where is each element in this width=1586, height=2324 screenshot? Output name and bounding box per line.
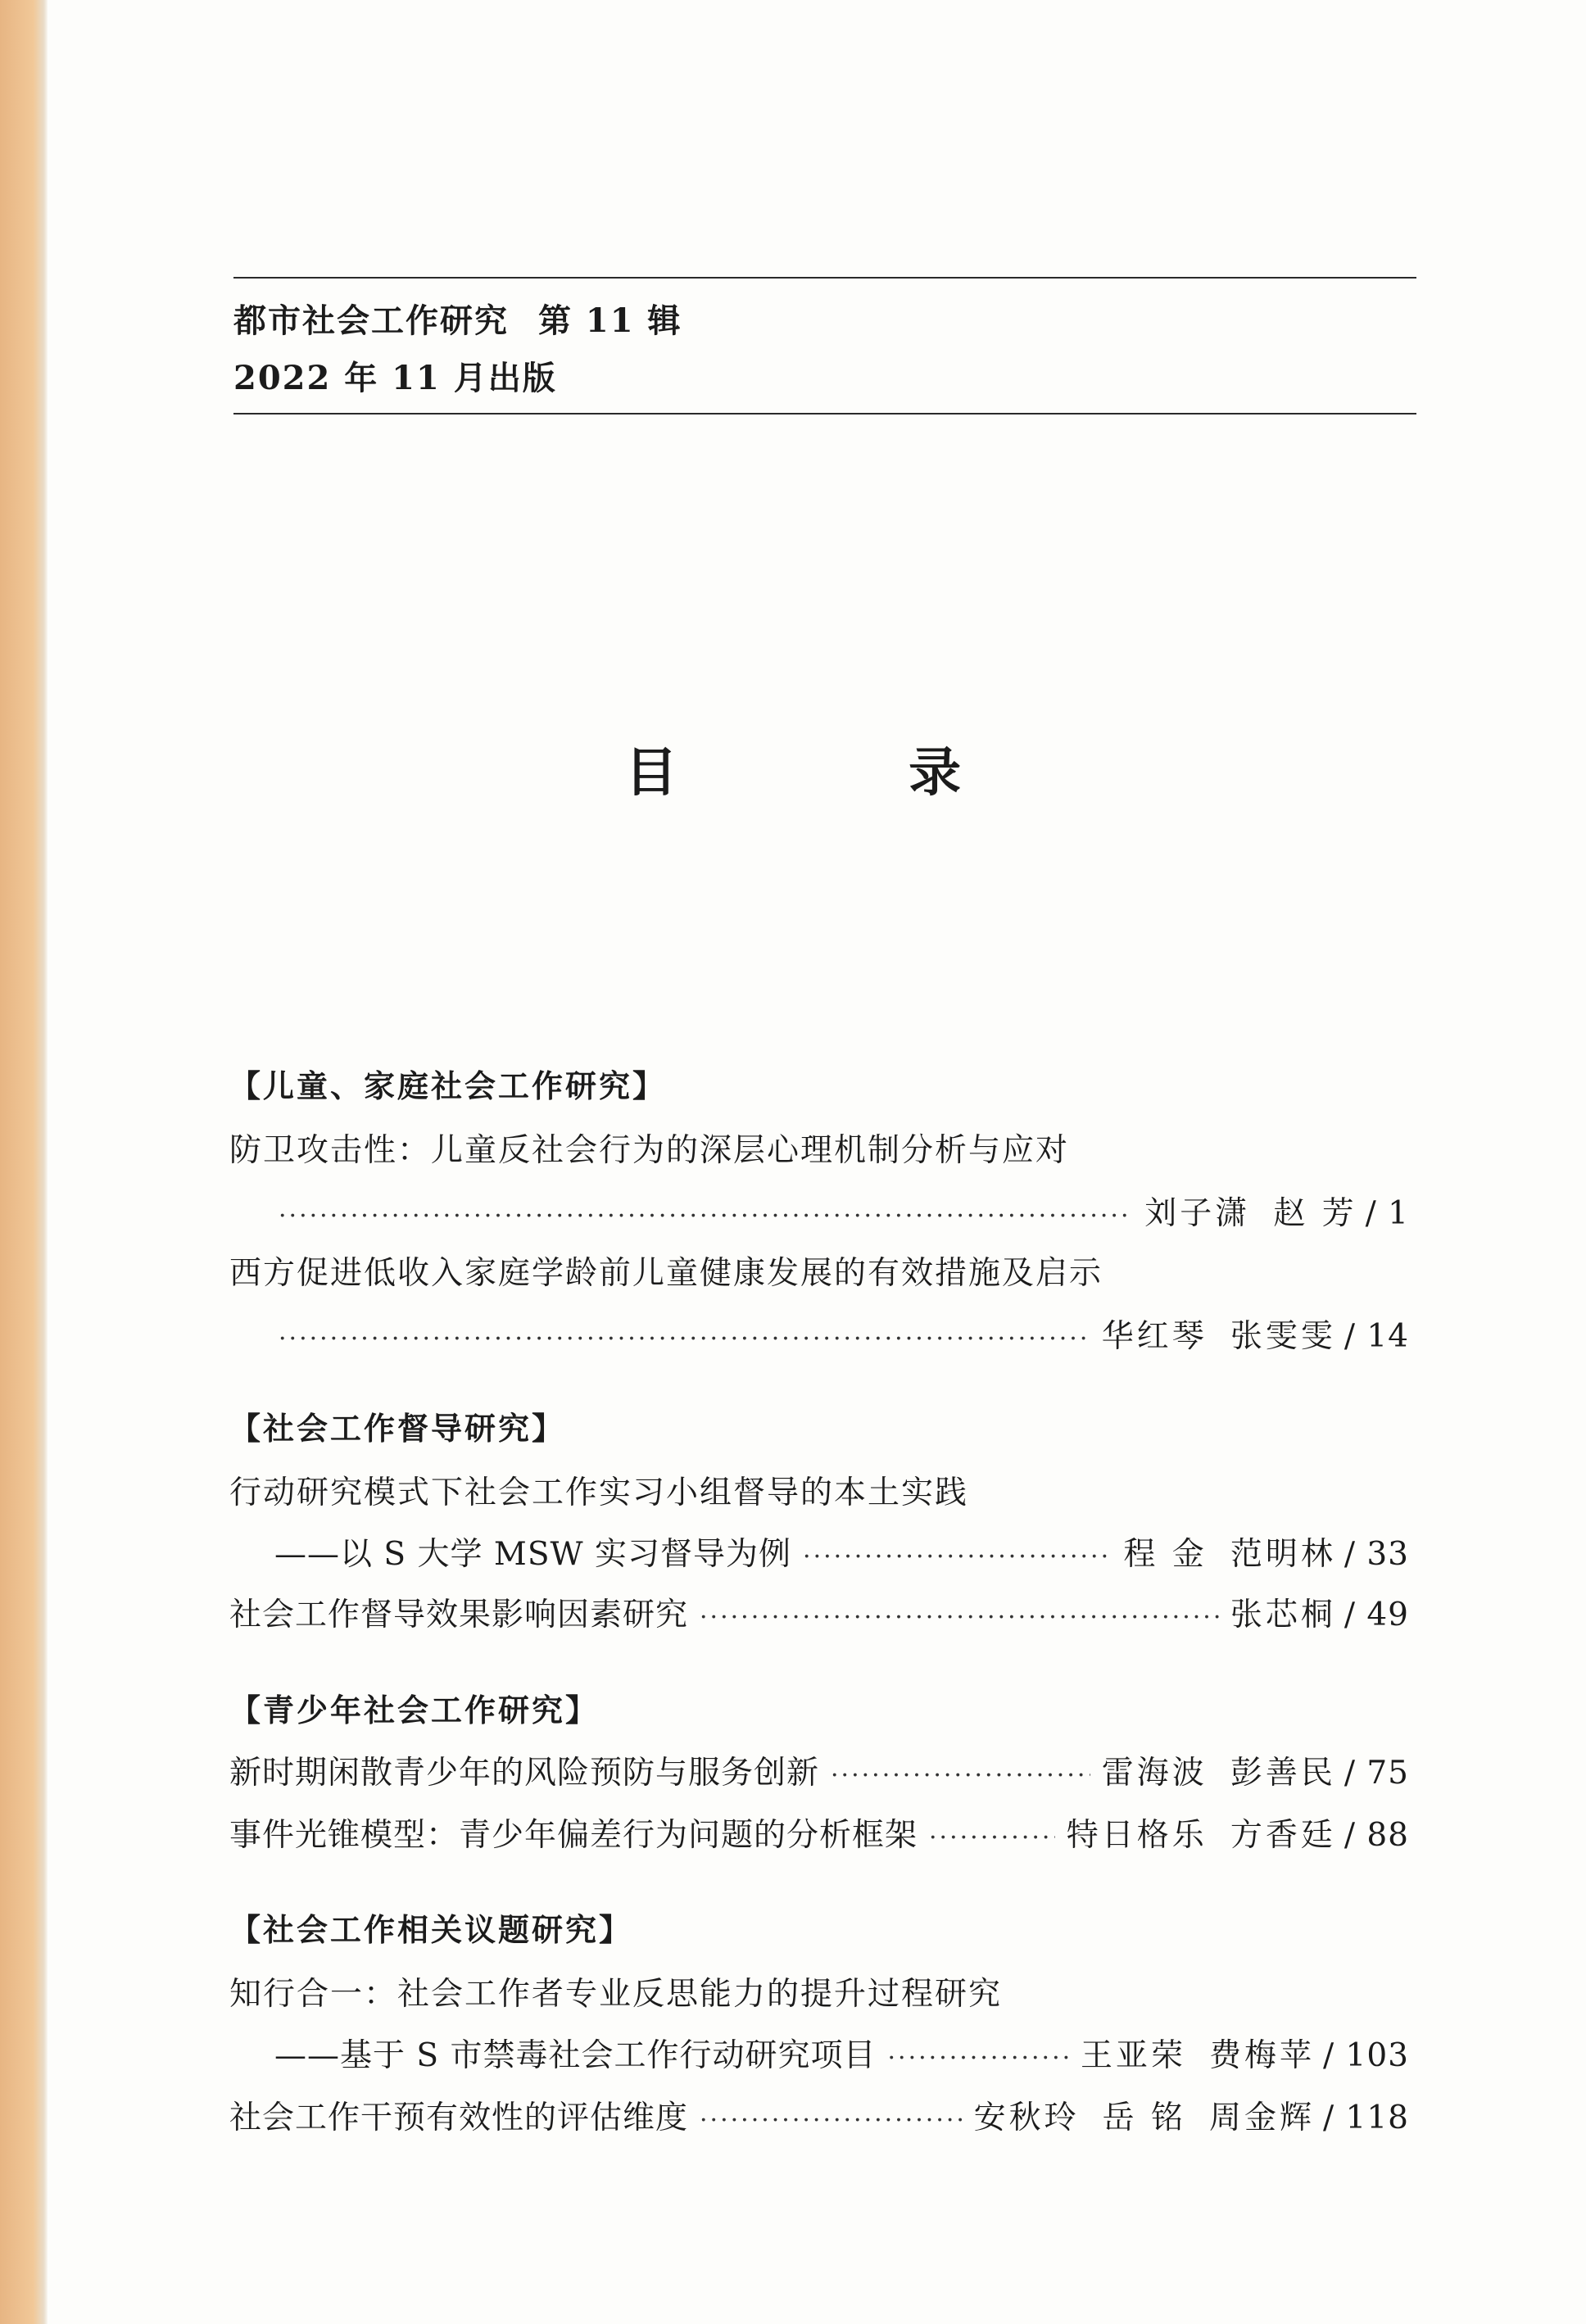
toc-entry-line[interactable] [229, 2092, 1409, 2138]
entry-authors [1102, 1747, 1336, 1793]
entry-authors [1230, 1589, 1336, 1635]
entry-page: / 103 [1323, 2037, 1409, 2074]
journal-name: 都市社会工作研究 [233, 301, 509, 340]
entry-title[interactable]: 知行合一：社会工作者专业反思能力的提升过程研究 [229, 1976, 1003, 2013]
entry-page: / 1 [1365, 1195, 1409, 1232]
section-heading: 【社会工作相关议题研究】 [229, 1912, 633, 1948]
entry-title[interactable]: 行动研究模式下社会工作实习小组督导的本土实践 [229, 1475, 969, 1511]
journal-header [233, 295, 682, 342]
author: 程 金 [1123, 1536, 1208, 1573]
entry-title: 社会工作督导效果影响因素研究 [229, 1597, 689, 1633]
author: 特日格乐 [1066, 1817, 1208, 1854]
dot-leader [279, 1202, 1133, 1230]
entry-authors [1067, 1810, 1336, 1855]
entry-authors [1081, 2030, 1315, 2076]
author: 华红琴 [1101, 1318, 1208, 1355]
author: 方香廷 [1230, 1817, 1336, 1854]
entry-page: / 88 [1344, 1817, 1409, 1854]
author: 雷海波 [1101, 1755, 1208, 1792]
entry-authors [1144, 1188, 1357, 1234]
author: 王亚荣 [1080, 2037, 1186, 2074]
issue-number: 第 11 辑 [538, 301, 682, 340]
entry-page: / 118 [1323, 2100, 1409, 2136]
entry-title: 新时期闲散青少年的风险预防与服务创新 [229, 1755, 820, 1792]
author: 彭善民 [1230, 1755, 1336, 1792]
entry-page: / 49 [1344, 1597, 1409, 1633]
entry-authors [1102, 1311, 1336, 1357]
dot-leader [803, 1543, 1112, 1571]
entry-page: / 75 [1344, 1755, 1409, 1792]
dot-leader [888, 2044, 1069, 2073]
toc-title: 目 录 [624, 742, 1068, 804]
section-heading: 【儿童、家庭社会工作研究】 [229, 1068, 667, 1104]
publication-date: 2022 年 11 月出版 [233, 359, 557, 397]
toc-entry-line[interactable] [279, 1188, 1409, 1234]
toc-entry-line[interactable] [229, 1810, 1409, 1855]
entry-title[interactable]: 防卫攻击性：儿童反社会行为的深层心理机制分析与应对 [229, 1132, 1070, 1169]
author: 安秋玲 [973, 2100, 1080, 2136]
entry-authors [974, 2092, 1315, 2138]
section-heading: 【社会工作督导研究】 [229, 1411, 566, 1447]
entry-title: 事件光锥模型：青少年偏差行为问题的分析框架 [229, 1817, 918, 1854]
author: 张芯桐 [1230, 1597, 1336, 1633]
dot-leader [279, 1325, 1090, 1353]
dot-leader [929, 1823, 1055, 1852]
author: 岳 铭 [1102, 2100, 1186, 2136]
section-heading: 【青少年社会工作研究】 [229, 1692, 600, 1728]
toc-entry-line[interactable] [274, 2030, 1409, 2076]
book-page-edge [0, 0, 48, 2324]
dot-leader [700, 2106, 963, 2135]
toc-entry-line[interactable] [229, 1747, 1409, 1793]
author: 张雯雯 [1230, 1318, 1336, 1355]
dot-leader [700, 1603, 1219, 1632]
dot-leader [831, 1761, 1090, 1790]
author: 范明林 [1230, 1536, 1336, 1573]
toc-entry-line[interactable] [274, 1529, 1409, 1574]
toc-entry-line[interactable] [279, 1311, 1409, 1357]
toc-entry-line[interactable] [229, 1589, 1409, 1635]
author: 周金辉 [1209, 2100, 1316, 2136]
header-top-rule [233, 277, 1416, 279]
author: 赵 芳 [1273, 1195, 1357, 1232]
entry-title: 社会工作干预有效性的评估维度 [229, 2100, 689, 2136]
entry-page: / 33 [1344, 1536, 1409, 1573]
entry-subtitle: ——以 S 大学 MSW 实习督导为例 [274, 1536, 792, 1573]
author: 刘子潇 [1144, 1195, 1251, 1232]
entry-title[interactable]: 西方促进低收入家庭学龄前儿童健康发展的有效措施及启示 [229, 1255, 1103, 1292]
header-bottom-rule [233, 413, 1416, 415]
entry-subtitle: ——基于 S 市禁毒社会工作行动研究项目 [274, 2037, 877, 2074]
author: 费梅苹 [1209, 2037, 1316, 2074]
entry-authors [1123, 1529, 1335, 1574]
entry-page: / 14 [1344, 1318, 1409, 1355]
